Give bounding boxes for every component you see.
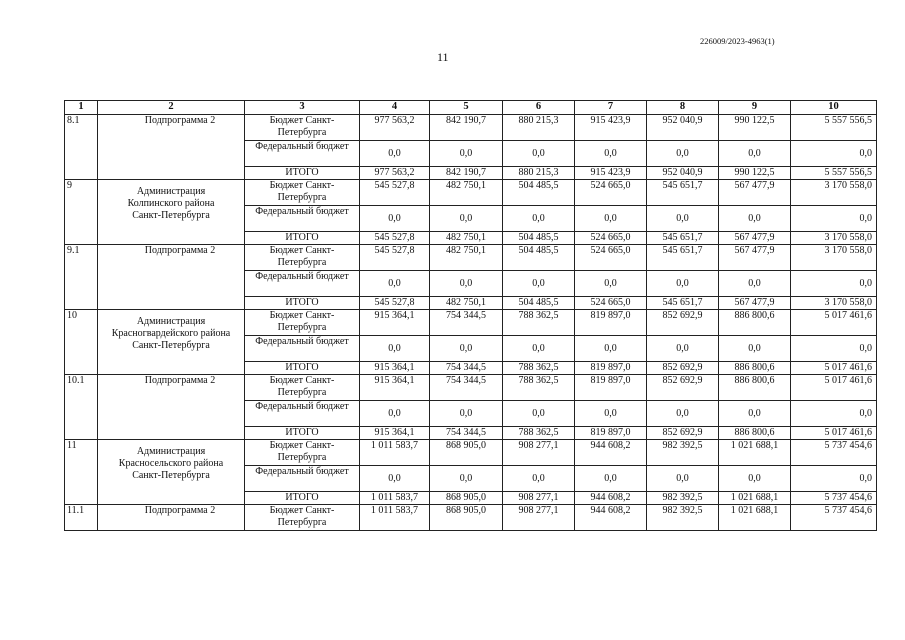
funding-source: Бюджет Санкт-Петербурга [245, 310, 360, 336]
value-cell: 842 190,7 [430, 167, 503, 180]
value-cell: 977 563,2 [360, 115, 430, 141]
organization-name [98, 440, 245, 505]
row-number: 11 [65, 440, 98, 505]
value-cell: 852 692,9 [647, 310, 719, 336]
value-cell: 990 122,5 [719, 115, 791, 141]
value-cell: 886 800,6 [719, 310, 791, 336]
value-cell: 482 750,1 [430, 245, 503, 271]
value-cell: 0,0 [647, 206, 719, 232]
value-cell: 1 011 583,7 [360, 505, 430, 531]
value-cell: 0,0 [647, 271, 719, 297]
organization-name-line: Подпрограмма 2 [144, 245, 216, 256]
value-cell: 886 800,6 [719, 375, 791, 401]
value-cell: 545 651,7 [647, 297, 719, 310]
value-cell: 982 392,5 [647, 492, 719, 505]
header-cell: 6 [503, 101, 575, 115]
organization-name-line: Санкт-Петербурга [132, 210, 210, 221]
value-cell: 819 897,0 [575, 362, 647, 375]
row-number: 10.1 [65, 375, 98, 440]
value-cell: 5 737 454,6 [791, 440, 877, 466]
value-cell: 3 170 558,0 [791, 180, 877, 206]
value-cell: 754 344,5 [430, 310, 503, 336]
value-cell: 952 040,9 [647, 115, 719, 141]
funding-source: Федеральный бюджет [245, 466, 360, 492]
value-cell: 0,0 [503, 336, 575, 362]
table-row [65, 180, 877, 206]
value-cell: 1 011 583,7 [360, 492, 430, 505]
value-cell: 0,0 [430, 141, 503, 167]
row-number: 9.1 [65, 245, 98, 310]
value-cell: 0,0 [791, 336, 877, 362]
value-cell: 0,0 [360, 466, 430, 492]
value-cell: 3 170 558,0 [791, 232, 877, 245]
value-cell: 0,0 [575, 336, 647, 362]
organization-name-line: Красносельского района [118, 458, 224, 469]
value-cell: 0,0 [719, 141, 791, 167]
funding-source: Бюджет Санкт-Петербурга [245, 245, 360, 271]
value-cell: 0,0 [719, 401, 791, 427]
value-cell: 0,0 [430, 336, 503, 362]
value-cell: 482 750,1 [430, 297, 503, 310]
organization-name-line: Колпинского района [127, 198, 215, 209]
value-cell: 908 277,1 [503, 492, 575, 505]
value-cell: 880 215,3 [503, 167, 575, 180]
organization-name [98, 180, 245, 245]
funding-source: Федеральный бюджет [245, 141, 360, 167]
value-cell: 3 170 558,0 [791, 297, 877, 310]
value-cell: 545 527,8 [360, 245, 430, 271]
value-cell: 5 737 454,6 [791, 492, 877, 505]
document-number: 226009/2023-4963(1) [700, 36, 775, 46]
value-cell: 5 557 556,5 [791, 167, 877, 180]
value-cell: 0,0 [575, 401, 647, 427]
value-cell: 567 477,9 [719, 245, 791, 271]
organization-name-line: Администрация [136, 316, 206, 327]
value-cell: 868 905,0 [430, 505, 503, 531]
value-cell: 524 665,0 [575, 297, 647, 310]
funding-source: Бюджет Санкт-Петербурга [245, 115, 360, 141]
value-cell: 1 011 583,7 [360, 440, 430, 466]
organization-name [98, 245, 245, 310]
value-cell: 0,0 [719, 466, 791, 492]
value-cell: 5 017 461,6 [791, 427, 877, 440]
funding-source: ИТОГО [245, 427, 360, 440]
value-cell: 915 364,1 [360, 375, 430, 401]
funding-source: Бюджет Санкт-Петербурга [245, 440, 360, 466]
table-row [65, 375, 877, 401]
value-cell: 567 477,9 [719, 232, 791, 245]
funding-source: ИТОГО [245, 167, 360, 180]
table-row [65, 115, 877, 141]
header-cell: 9 [719, 101, 791, 115]
value-cell: 788 362,5 [503, 362, 575, 375]
header-cell: 1 [65, 101, 98, 115]
value-cell: 5 017 461,6 [791, 375, 877, 401]
organization-name-line: Красногвардейского района [111, 328, 231, 339]
value-cell: 0,0 [360, 401, 430, 427]
funding-source: ИТОГО [245, 232, 360, 245]
value-cell: 0,0 [575, 206, 647, 232]
value-cell: 0,0 [647, 336, 719, 362]
header-cell: 3 [245, 101, 360, 115]
value-cell: 0,0 [430, 271, 503, 297]
value-cell: 0,0 [575, 466, 647, 492]
value-cell: 886 800,6 [719, 362, 791, 375]
value-cell: 788 362,5 [503, 310, 575, 336]
organization-name [98, 375, 245, 440]
value-cell: 524 665,0 [575, 245, 647, 271]
value-cell: 504 485,5 [503, 297, 575, 310]
funding-source: Федеральный бюджет [245, 401, 360, 427]
budget-table [64, 100, 877, 531]
value-cell: 504 485,5 [503, 245, 575, 271]
value-cell: 567 477,9 [719, 180, 791, 206]
value-cell: 886 800,6 [719, 427, 791, 440]
organization-name [98, 115, 245, 180]
value-cell: 0,0 [430, 466, 503, 492]
value-cell: 944 608,2 [575, 440, 647, 466]
row-number: 9 [65, 180, 98, 245]
value-cell: 482 750,1 [430, 180, 503, 206]
value-cell: 908 277,1 [503, 505, 575, 531]
value-cell: 944 608,2 [575, 505, 647, 531]
value-cell: 915 423,9 [575, 115, 647, 141]
header-cell: 10 [791, 101, 877, 115]
value-cell: 504 485,5 [503, 180, 575, 206]
value-cell: 990 122,5 [719, 167, 791, 180]
value-cell: 5 017 461,6 [791, 310, 877, 336]
value-cell: 0,0 [360, 271, 430, 297]
value-cell: 788 362,5 [503, 427, 575, 440]
value-cell: 524 665,0 [575, 180, 647, 206]
value-cell: 819 897,0 [575, 310, 647, 336]
funding-source: ИТОГО [245, 362, 360, 375]
value-cell: 0,0 [791, 141, 877, 167]
funding-source: ИТОГО [245, 297, 360, 310]
value-cell: 567 477,9 [719, 297, 791, 310]
value-cell: 545 651,7 [647, 232, 719, 245]
organization-name [98, 505, 245, 531]
value-cell: 0,0 [719, 206, 791, 232]
page-number: 11 [437, 50, 449, 64]
value-cell: 545 651,7 [647, 245, 719, 271]
value-cell: 545 527,8 [360, 297, 430, 310]
value-cell: 982 392,5 [647, 505, 719, 531]
value-cell: 852 692,9 [647, 362, 719, 375]
value-cell: 0,0 [503, 401, 575, 427]
value-cell: 915 364,1 [360, 362, 430, 375]
value-cell: 0,0 [430, 206, 503, 232]
table-row [65, 245, 877, 271]
value-cell: 852 692,9 [647, 375, 719, 401]
value-cell: 545 651,7 [647, 180, 719, 206]
organization-name-line: Подпрограмма 2 [144, 505, 216, 516]
value-cell: 1 021 688,1 [719, 440, 791, 466]
row-number: 10 [65, 310, 98, 375]
value-cell: 0,0 [719, 336, 791, 362]
value-cell: 0,0 [503, 206, 575, 232]
value-cell: 0,0 [647, 141, 719, 167]
value-cell: 915 423,9 [575, 167, 647, 180]
value-cell: 1 021 688,1 [719, 492, 791, 505]
value-cell: 0,0 [791, 206, 877, 232]
value-cell: 545 527,8 [360, 180, 430, 206]
value-cell: 0,0 [719, 271, 791, 297]
value-cell: 977 563,2 [360, 167, 430, 180]
value-cell: 0,0 [360, 141, 430, 167]
organization-name-line: Санкт-Петербурга [132, 340, 210, 351]
value-cell: 0,0 [791, 401, 877, 427]
value-cell: 0,0 [647, 466, 719, 492]
value-cell: 868 905,0 [430, 492, 503, 505]
value-cell: 852 692,9 [647, 427, 719, 440]
value-cell: 524 665,0 [575, 232, 647, 245]
funding-source: Федеральный бюджет [245, 271, 360, 297]
value-cell: 842 190,7 [430, 115, 503, 141]
header-cell: 5 [430, 101, 503, 115]
value-cell: 482 750,1 [430, 232, 503, 245]
organization-name-line: Санкт-Петербурга [132, 470, 210, 481]
value-cell: 5 017 461,6 [791, 362, 877, 375]
row-number: 8.1 [65, 115, 98, 180]
funding-source: Бюджет Санкт-Петербурга [245, 375, 360, 401]
value-cell: 0,0 [430, 401, 503, 427]
organization-name-line: Подпрограмма 2 [144, 375, 216, 386]
table-row [65, 505, 877, 531]
value-cell: 788 362,5 [503, 375, 575, 401]
value-cell: 504 485,5 [503, 232, 575, 245]
value-cell: 0,0 [791, 271, 877, 297]
organization-name-line: Администрация [136, 446, 206, 457]
organization-name [98, 310, 245, 375]
value-cell: 944 608,2 [575, 492, 647, 505]
value-cell: 0,0 [503, 141, 575, 167]
value-cell: 952 040,9 [647, 167, 719, 180]
value-cell: 754 344,5 [430, 427, 503, 440]
funding-source: ИТОГО [245, 492, 360, 505]
value-cell: 1 021 688,1 [719, 505, 791, 531]
value-cell: 915 364,1 [360, 310, 430, 336]
value-cell: 0,0 [360, 206, 430, 232]
value-cell: 0,0 [503, 466, 575, 492]
organization-name-line: Администрация [136, 186, 206, 197]
value-cell: 5 737 454,6 [791, 505, 877, 531]
value-cell: 819 897,0 [575, 427, 647, 440]
table-row [65, 310, 877, 336]
header-cell: 4 [360, 101, 430, 115]
value-cell: 754 344,5 [430, 375, 503, 401]
value-cell: 0,0 [791, 466, 877, 492]
organization-name-line: Подпрограмма 2 [144, 115, 216, 126]
value-cell: 545 527,8 [360, 232, 430, 245]
value-cell: 754 344,5 [430, 362, 503, 375]
value-cell: 0,0 [647, 401, 719, 427]
value-cell: 0,0 [575, 141, 647, 167]
value-cell: 880 215,3 [503, 115, 575, 141]
value-cell: 3 170 558,0 [791, 245, 877, 271]
funding-source: Федеральный бюджет [245, 336, 360, 362]
table-body [65, 115, 877, 531]
value-cell: 868 905,0 [430, 440, 503, 466]
funding-source: Федеральный бюджет [245, 206, 360, 232]
value-cell: 982 392,5 [647, 440, 719, 466]
funding-source: Бюджет Санкт-Петербурга [245, 180, 360, 206]
value-cell: 0,0 [503, 271, 575, 297]
value-cell: 5 557 556,5 [791, 115, 877, 141]
value-cell: 0,0 [575, 271, 647, 297]
value-cell: 915 364,1 [360, 427, 430, 440]
header-row [65, 101, 877, 115]
value-cell: 819 897,0 [575, 375, 647, 401]
header-cell: 2 [98, 101, 245, 115]
funding-source: Бюджет Санкт-Петербурга [245, 505, 360, 531]
header-cell: 7 [575, 101, 647, 115]
table-row [65, 440, 877, 466]
value-cell: 908 277,1 [503, 440, 575, 466]
row-number: 11.1 [65, 505, 98, 531]
header-cell: 8 [647, 101, 719, 115]
value-cell: 0,0 [360, 336, 430, 362]
